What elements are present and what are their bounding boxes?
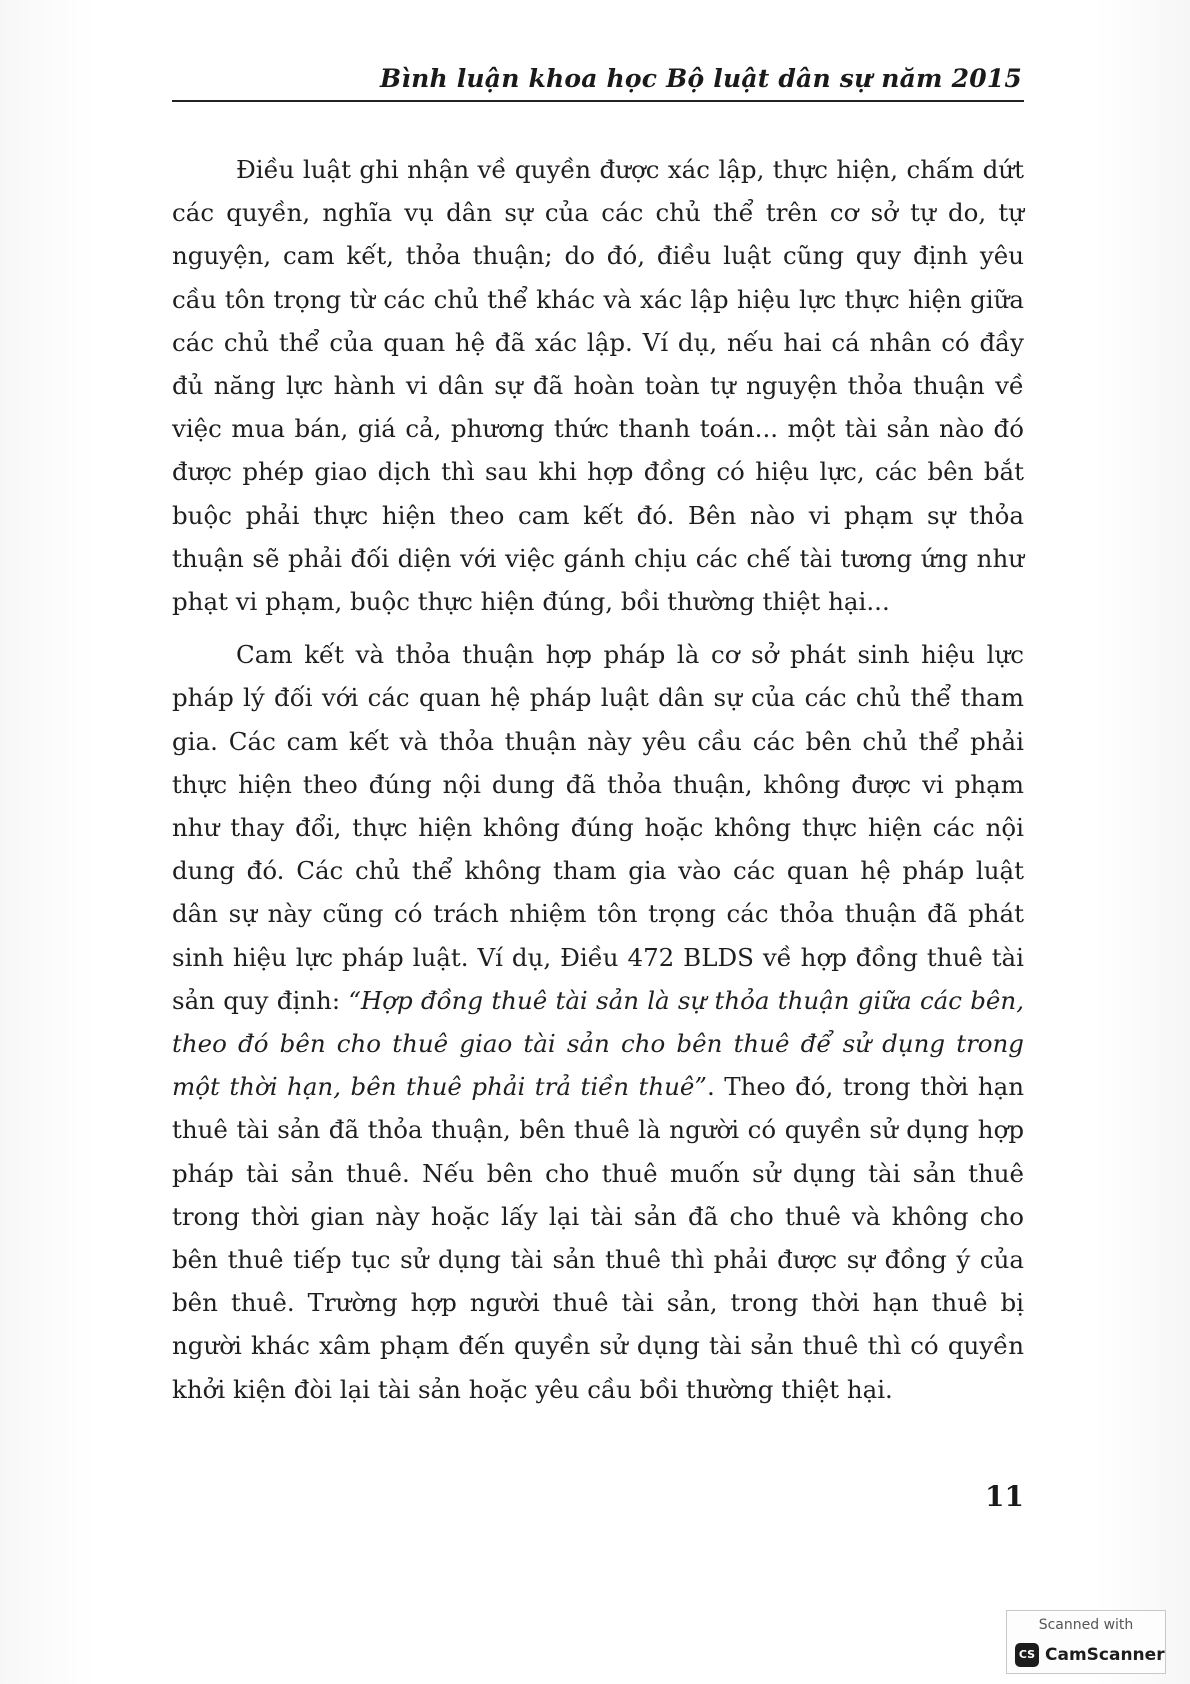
- body-text: [172, 148, 1024, 1421]
- header-rule: [172, 100, 1024, 102]
- camscanner-logo-icon: CS: [1015, 1643, 1039, 1667]
- paragraph-1: Điều luật ghi nhận về quyền được xác lập, thực hiện, chấm dứt các quyền, nghĩa vụ dân sự của các chủ thể trên cơ sở tự do, tự nguyện, cam kết, thỏa thuận; do đó, điều luật cũng quy định yêu cầu tôn trọng từ các chủ thể khác và xác lập hiệu lực thực hiện giữa các chủ thể của quan hệ đã xác lập. Ví dụ, nếu hai cá nhân có đầy đủ năng lực hành vi dân sự đã hoàn toàn tự nguyện thỏa thuận về việc mua bán, giá cả, phương thức thanh toán... một tài sản nào đó được phép giao dịch thì sau khi hợp đồng có hiệu lực, các bên bắt buộc phải thực hiện theo cam kết đó. Bên nào vi phạm sự thỏa thuận sẽ phải đối diện với việc gánh chịu các chế tài tương ứng như phạt vi phạm, buộc thực hiện đúng, bồi thường thiệt hại...: [172, 155, 1024, 617]
- camscanner-watermark: [1006, 1610, 1166, 1674]
- camscanner-name: CamScanner: [1045, 1645, 1165, 1665]
- scanned-with-label: Scanned with: [1038, 1617, 1134, 1633]
- running-header: Bình luận khoa học Bộ luật dân sự năm 2015: [380, 64, 1022, 93]
- paragraph-2-tail: . Theo đó, trong thời hạn thuê tài sản đã thỏa thuận, bên thuê là người có quyền sử dụng hợp pháp tài sản thuê. Nếu bên cho thuê muốn sử dụng tài sản thuê trong thời gian này hoặc lấy lại tài sản đã cho thuê và không cho bên thuê tiếp tục sử dụng tài sản thuê thì phải được sự đồng ý của bên thuê. Trường hợp người thuê tài sản, trong thời hạn thuê bị người khác xâm phạm đến quyền sử dụng tài sản thuê thì có quyền khởi kiện đòi lại tài sản hoặc yêu cầu bồi thường thiệt hại.: [172, 1072, 1024, 1404]
- paragraph-2-lead: Cam kết và thỏa thuận hợp pháp là cơ sở phát sinh hiệu lực pháp lý đối với các quan hệ pháp luật dân sự của các chủ thể tham gia. Các cam kết và thỏa thuận này yêu cầu các bên chủ thể phải thực hiện theo đúng nội dung đã thỏa thuận, không được vi phạm như thay đổi, thực hiện không đúng hoặc không thực hiện các nội dung đó. Các chủ thể không tham gia vào các quan hệ pháp luật dân sự này cũng có trách nhiệm tôn trọng các thỏa thuận đã phát sinh hiệu lực pháp luật. Ví dụ, Điều 472 BLDS về hợp đồng thuê tài sản quy định:: [172, 640, 1024, 1015]
- article-quote: “Hợp đồng thuê tài sản là sự thỏa thuận giữa các bên, theo đó bên cho thuê giao tài sản cho bên thuê để sử dụng trong một thời hạn, bên thuê phải trả tiền thuê”: [172, 985, 1024, 1102]
- page-number: 11: [985, 1480, 1024, 1513]
- paragraph-2: [172, 633, 1024, 1411]
